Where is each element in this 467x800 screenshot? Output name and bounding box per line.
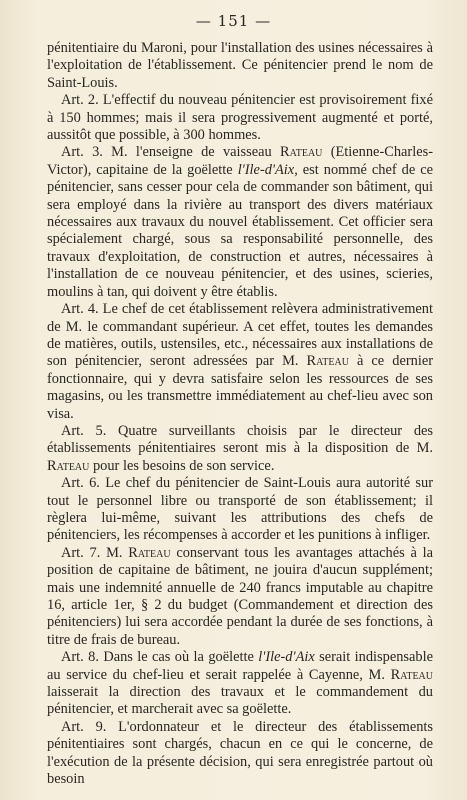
article-paragraph [47, 92, 433, 144]
article-paragraph [47, 649, 433, 719]
text-run: conservant tous les avantages attachés à la position de capitaine de bâtiment, ne jouira d'aucun supplément; mais une indemnité annuelle de 240 francs imputable au chapitre 16, article 1er, § 2 du budget (Commandement et direction des pénitenciers) lui sera accordée pendant la durée de ses fonctions, à titre de frais de bureau. [47, 544, 433, 648]
person-name: Rateau [280, 144, 323, 161]
article-paragraph [47, 545, 433, 649]
article-paragraph [47, 144, 433, 301]
text-run: à ce dernier fonctionnaire, qui y devra satisfaire selon les ressources de ses magasins, ou les transmettre immédiatement au chef-lieu avec son visa. [47, 353, 433, 422]
document-body [47, 40, 433, 788]
text-run: (Etienne-Charles-Victor), capitaine de la goëlette [47, 144, 433, 178]
article-paragraph [47, 423, 433, 475]
page-number: — 151 — [195, 12, 272, 30]
text-run: Art. 8. Dans le cas où la goëlette [61, 649, 259, 666]
text-run: Art. 2. L'effectif du nouveau pénitencier est provisoirement fixé à 150 hommes; mais il sera progressivement augmenté et porté, aussitôt que possible, à 300 hommes. [47, 92, 433, 144]
person-name: Rateau [306, 353, 349, 370]
person-name: Rateau [390, 666, 433, 683]
paragraph-continuation [47, 40, 433, 92]
article-paragraph [47, 475, 433, 545]
person-name: Rateau [47, 457, 90, 474]
article-paragraph [47, 301, 433, 423]
text-run: , est nommé chef de ce pénitencier, sans cesser pour cela de commander son bâtiment, qui sera employé dans la rivière au transport des divers matériaux nécessaires aux travaux du nouvel établissement. Cet officier sera spécialement chargé, sous sa responsabilité personnelle, des travaux d'exploitation, de construction et autres, nécessaires à l'installation de ce nouveau pénitencier, et des usines, scieries, moulins à tan, qui doivent y être établis. [47, 161, 433, 300]
text-run: laisserait la direction des travaux et le commandement du pénitencier, et marcherait avec sa goëlette. [47, 684, 433, 718]
ship-name: l'Ile-d'Aix [258, 649, 315, 666]
text-run: serait indispensable au service du chef-lieu et serait rappelée à Cayenne, M. [47, 649, 433, 683]
text-run: Art. 3. M. l'enseigne de vaisseau [61, 144, 281, 161]
text-run: pénitentiaire du Maroni, pour l'installation des usines nécessaires à l'exploitation de l'établissement. Ce pénitencier prend le nom de Saint-Louis. [47, 40, 433, 91]
ship-name: l'Ile-d'Aix [237, 161, 295, 178]
text-run: Art. 5. Quatre surveillants choisis par le directeur des établissements pénitentiaires seront mis à la disposition de M. [47, 422, 433, 457]
text-run: Art. 9. L'ordonnateur et le directeur des établissements pénitentiaires sont chargés, chacun en ce qui le concerne, de l'exécution de la présente décision, qui sera enregistrée partout où besoin [47, 718, 433, 788]
text-run: Art. 7. M. [61, 544, 129, 561]
text-run: Art. 6. Le chef du pénitencier de Saint-Louis aura autorité sur tout le personnel libre ou transporté de son établissement; il règlera lui-même, suivant les attributions des chefs de pénitenciers, les récompenses à accorder et les punitions à infliger. [47, 475, 433, 544]
text-run: Art. 4. Le chef de cet établissement relèvera administrativement de M. le commandant supérieur. A cet effet, toutes les demandes de matières, outils, ustensiles, etc., nécessaires aux installations de son pénitencier, seront adressées par M. [47, 301, 433, 370]
text-run: pour les besoins de son service. [89, 457, 275, 474]
article-paragraph [47, 719, 433, 789]
person-name: Rateau [128, 544, 171, 561]
